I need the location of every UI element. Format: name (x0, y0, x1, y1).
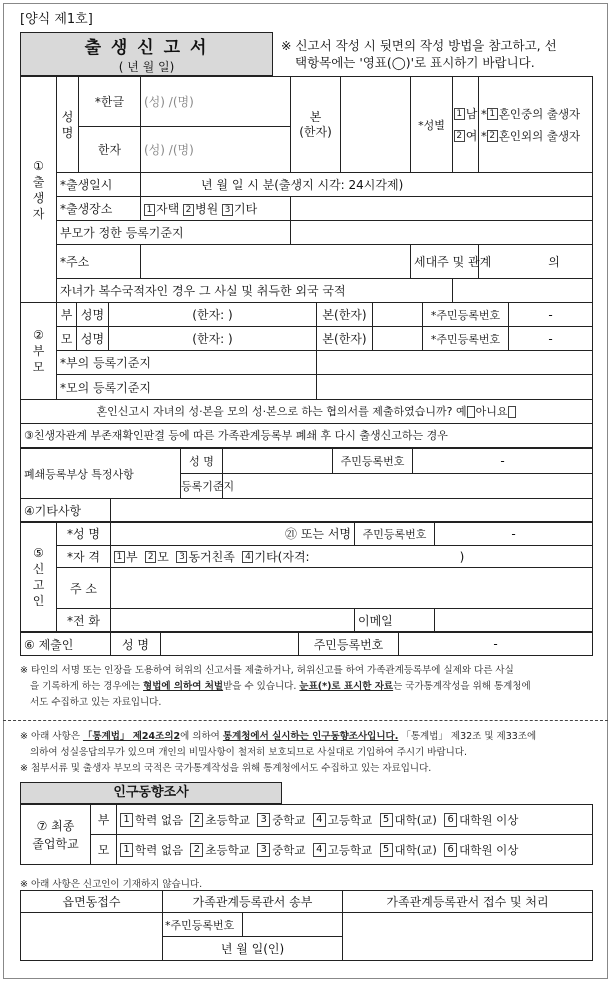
office-table (20, 890, 593, 961)
section-other (20, 498, 593, 522)
note-1b: 을 기록하게 하는 경우에는 형법에 의하여 처벌받을 수 있습니다. 눈표(*)로 표시한 자료는 국가통계작성을 위해 통계청에 (30, 681, 531, 692)
household-input[interactable]: 의 (479, 245, 593, 279)
reporter-name-input[interactable]: ㉑ 또는 서명 (111, 523, 355, 546)
section-education (20, 804, 593, 865)
other-input[interactable] (111, 499, 593, 522)
closed-register-label: 폐쇄등록부상 특정사항 (21, 449, 181, 499)
father-bon-label: 본(한자) (317, 303, 373, 327)
cut-line (3, 720, 608, 721)
hangul-label: *한글 (79, 77, 141, 127)
submitter-rrn-label: 주민등록번호 (299, 633, 399, 656)
birth-datetime-input[interactable]: 년 월 일 시 분(출생지 시각: 24시각제) (141, 173, 593, 197)
sec3-label: ③친생자관계 부존재확인판결 등에 따른 가족관계등록부 폐쇄 후 다시 출생신고하는 경우 (21, 423, 593, 447)
mother-rrn-input[interactable]: - (509, 327, 593, 351)
reg-base-label: 부모가 정한 등록기준지 (57, 221, 291, 245)
reporter-rrn-label: 주민등록번호 (355, 523, 435, 546)
closed-rrn-input[interactable]: - (413, 449, 593, 474)
office-rrn-input (243, 913, 343, 937)
reporter-phone-input[interactable] (111, 609, 355, 632)
father-name-label: 성명 (77, 303, 109, 327)
closed-rrn-label: 주민등록번호 (333, 449, 413, 474)
office-col-1: 읍면동접수 (21, 891, 163, 913)
mother-rrn-label: *주민등록번호 (423, 327, 509, 351)
father-label: 부 (57, 303, 77, 327)
education-label: ⑦ 최종 졸업학교 (21, 805, 91, 865)
edu-mother-label: 모 (91, 835, 117, 865)
title-date: ( 년 월 일) (118, 60, 175, 74)
mother-name-label: 성명 (77, 327, 109, 351)
mother-name-input[interactable]: (한자: ) (109, 327, 317, 351)
mother-label: 모 (57, 327, 77, 351)
closed-reg-input[interactable] (223, 474, 593, 499)
submitter-rrn-input[interactable]: - (399, 633, 593, 656)
closed-name-input[interactable] (223, 449, 333, 474)
birth-place-options[interactable]: 1 자택 2 병원 3 기타 (141, 197, 291, 221)
birth-place-label: *출생장소 (57, 197, 141, 221)
sec5-label: ⑤ 신 고 인 (21, 523, 57, 632)
sex-label: *성별 (411, 77, 453, 173)
note-3: ※ 첨부서류 및 출생자 부모의 국적은 국가통계작성을 위해 통계청에서도 수집하고 있는 자료입니다. (20, 763, 432, 774)
title-cell (21, 33, 273, 76)
office-date: 년 월 일(인) (163, 937, 343, 961)
page-title: 출 생 신 고 서 (84, 38, 209, 58)
reporter-qual-options[interactable]: 1 부 2 모 3 동거친족 4 기타(자격: ) (111, 545, 593, 568)
closed-reg-label: 등록기준지 (181, 474, 223, 499)
note-1c: 서도 수집하고 있는 자료입니다. (30, 697, 162, 708)
sec2-label: ② 부 모 (21, 303, 57, 400)
instruction (273, 33, 593, 76)
office-col-3: 가족관계등록관서 접수 및 처리 (343, 891, 593, 913)
reporter-phone-label: *전 화 (57, 609, 111, 632)
address-label: *주소 (57, 245, 141, 279)
father-reg-input[interactable] (317, 351, 593, 375)
bon-input[interactable] (341, 77, 411, 173)
submitter-name-label: 성 명 (111, 633, 161, 656)
submitter-label: ⑥ 제출인 (21, 633, 111, 656)
note-1a: ※ 타인의 서명 또는 인장을 도용하여 허위의 신고서를 제출하거나, 허위신고를 하여 가족관계등록부에 실제와 다른 사실 (20, 665, 514, 676)
dual-nationality-label: 자녀가 복수국적자인 경우 그 사실 및 취득한 외국 국적 (57, 279, 453, 303)
father-rrn-label: *주민등록번호 (423, 303, 509, 327)
office-rrn-label: *주민등록번호 (163, 913, 243, 937)
hanja-label: 한자 (79, 127, 141, 173)
reporter-email-label: 이메일 (355, 609, 435, 632)
section-submitter (20, 632, 593, 656)
father-name-input[interactable]: (한자: ) (109, 303, 317, 327)
instruction-line-1: ※ 신고서 작성 시 뒷면의 작성 방법을 참고하고, 선 (281, 38, 557, 53)
edu-mother-options[interactable]: 1 학력 없음 2 초등학교 3 중학교 4 고등학교 5 대학(교) 6 대학원 이상 (117, 835, 593, 865)
reporter-rrn-input[interactable]: - (435, 523, 593, 546)
other-label: ④기타사항 (21, 499, 111, 522)
mother-bon-label: 본(한자) (317, 327, 373, 351)
header-table (20, 32, 593, 76)
household-label: 세대주 및 관계 (411, 245, 479, 279)
form-label: [양식 제1호] (20, 12, 93, 27)
hanja-input[interactable]: (성) /(명) (141, 127, 291, 173)
office-col-2: 가족관계등록관서 송부 (163, 891, 343, 913)
section-parents (20, 302, 593, 448)
reporter-qual-label: *자 격 (57, 545, 111, 568)
closed-name-label: 성 명 (181, 449, 223, 474)
section-closed-register (20, 448, 593, 499)
hangul-input[interactable]: (성) /(명) (141, 77, 291, 127)
bon-label: 본 (한자) (291, 77, 341, 173)
survey-title: 인구동향조사 (20, 782, 282, 804)
reporter-addr-label: 주 소 (57, 568, 111, 609)
office-process-cell (343, 913, 593, 961)
dual-nationality-input[interactable] (453, 279, 593, 303)
address-input[interactable] (141, 245, 411, 279)
sec1-label: ① 출 생 자 (21, 77, 57, 303)
mother-reg-label: *모의 등록기준지 (57, 375, 317, 399)
submitter-name-input[interactable] (161, 633, 299, 656)
mother-bon-input[interactable] (373, 327, 423, 351)
reporter-name-label: *성 명 (57, 523, 111, 546)
birth-datetime-label: *출생일시 (57, 173, 141, 197)
edu-father-label: 부 (91, 805, 117, 835)
birth-place-input[interactable] (291, 197, 593, 221)
father-bon-input[interactable] (373, 303, 423, 327)
father-reg-label: *부의 등록기준지 (57, 351, 317, 375)
surname-question[interactable]: 혼인신고시 자녀의 성·본을 모의 성·본으로 하는 협의서를 제출하였습니까? 예 아니요 (21, 399, 593, 423)
reporter-email-input[interactable] (435, 609, 593, 632)
marriage-options[interactable]: * 1 혼인중의 출생자 * 2 혼인외의 출생자 (479, 77, 593, 173)
sex-options[interactable]: 1 남 2 여 (453, 77, 479, 173)
section-reporter (20, 522, 593, 632)
section-birth-child (20, 76, 593, 303)
office-receipt-cell (21, 913, 163, 961)
instruction-line-2: 택항목에는 '영표(◯)'로 표시하기 바랍니다. (295, 55, 535, 70)
edu-father-options[interactable]: 1 학력 없음 2 초등학교 3 중학교 4 고등학교 5 대학(교) 6 대학원 이상 (117, 805, 593, 835)
note-2b: 의하여 성실응답의무가 있으며 개인의 비밀사항이 철저히 보호되므로 사실대로 기입하여 주시기 바랍니다. (30, 747, 468, 758)
father-rrn-input[interactable]: - (509, 303, 593, 327)
sec1-name-label: 성 명 (57, 77, 79, 173)
reporter-addr-input[interactable] (111, 568, 593, 609)
note-2a: ※ 아래 사항은 「통계법」 제24조의2에 의하여 통계청에서 실시하는 인구동향조사입니다. 「통계법」 제32조 및 제33조에 (20, 731, 537, 742)
office-note: ※ 아래 사항은 신고인이 기재하지 않습니다. (20, 879, 203, 890)
reg-base-input[interactable] (291, 221, 593, 245)
mother-reg-input[interactable] (317, 375, 593, 399)
